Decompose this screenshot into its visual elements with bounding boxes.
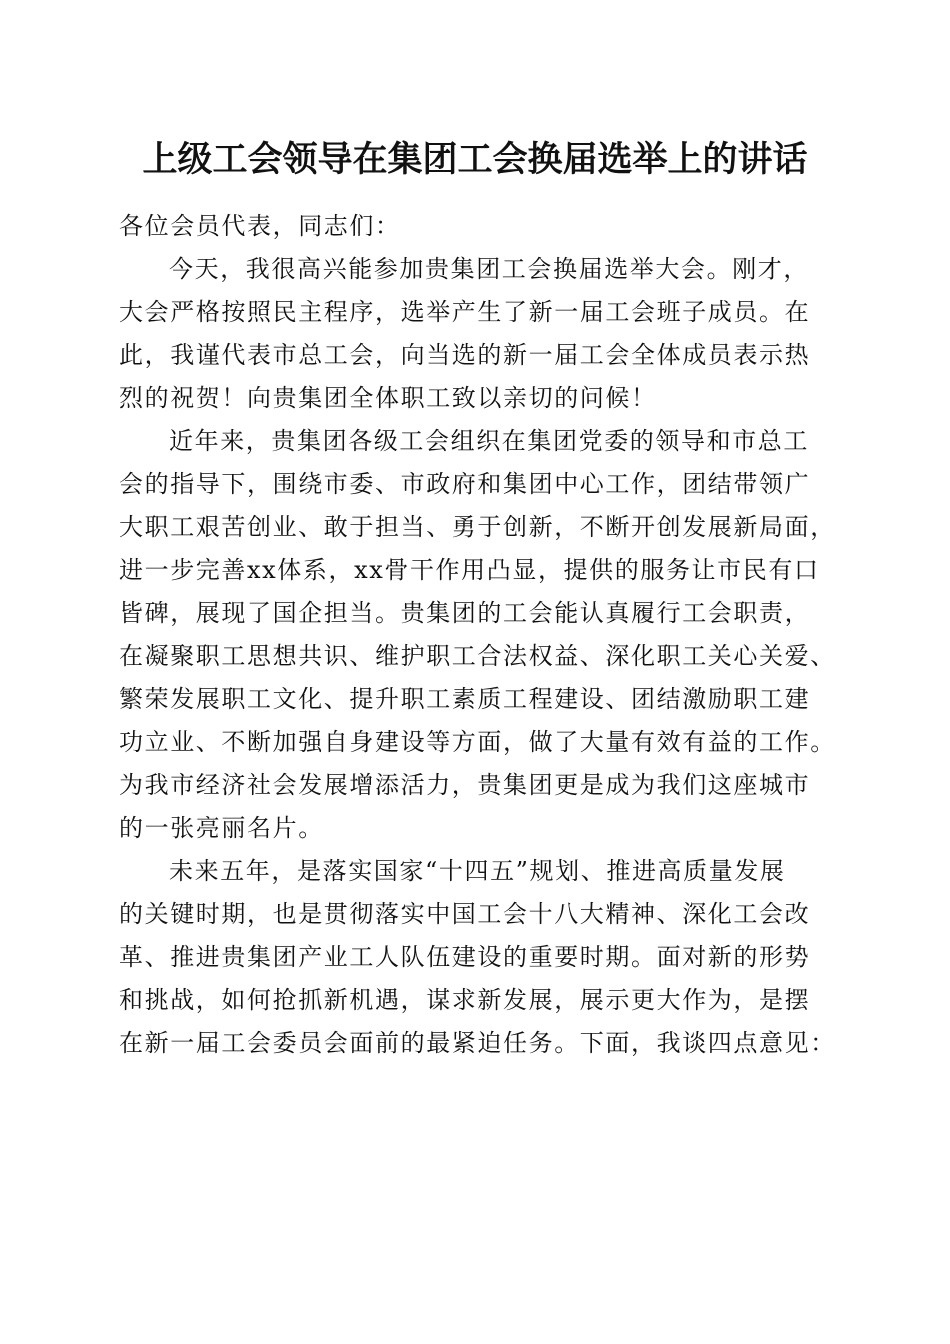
paragraph-3 <box>119 850 841 1065</box>
paragraph-line: 为我市经济社会发展增添活力，贵集团更是成为我们这座城市 <box>119 771 811 799</box>
paragraph-1 <box>119 248 841 420</box>
paragraph-2 <box>119 420 841 850</box>
paragraph-line: 近年来，贵集团各级工会组织在集团党委的领导和市总工 <box>169 427 809 455</box>
document-body <box>119 205 841 1065</box>
paragraph-line: 功立业、不断加强自身建设等方面，做了大量有效有益的工作。 <box>119 728 836 756</box>
paragraph-line: 大会严格按照民主程序，选举产生了新一届工会班子成员。在 <box>119 298 811 326</box>
paragraph-line: 烈的祝贺！向贵集团全体职工致以亲切的问候！ <box>119 384 657 412</box>
salutation: 各位会员代表，同志们： <box>119 212 401 240</box>
page-title: 上级工会领导在集团工会换届选举上的讲话 <box>142 139 808 180</box>
paragraph-line: 繁荣发展职工文化、提升职工素质工程建设、团结激励职工建 <box>119 685 811 713</box>
paragraph-line: 在新一届工会委员会面前的最紧迫任务。下面，我谈四点意见： <box>119 1029 836 1057</box>
paragraph-line: 今天，我很高兴能参加贵集团工会换届选举大会。刚才， <box>169 255 809 283</box>
paragraph-line: 大职工艰苦创业、敢于担当、勇于创新，不断开创发展新局面， <box>119 513 836 541</box>
paragraph-line: 革、推进贵集团产业工人队伍建设的重要时期。面对新的形势 <box>119 943 811 971</box>
paragraph-line: 的一张亮丽名片。 <box>119 814 324 842</box>
paragraph-line: 和挑战，如何抢抓新机遇，谋求新发展，展示更大作为，是摆 <box>119 986 811 1014</box>
paragraph-line: 进一步完善xx体系，xx骨干作用凸显，提供的服务让市民有口 <box>119 556 820 584</box>
paragraph-line: 此，我谨代表市总工会，向当选的新一届工会全体成员表示热 <box>119 341 811 369</box>
paragraph-line: 未来五年，是落实国家“十四五”规划、推进高质量发展 <box>169 857 786 885</box>
paragraph-line: 在凝聚职工思想共识、维护职工合法权益、深化职工关心关爱、 <box>119 642 836 670</box>
paragraph-line: 会的指导下，围绕市委、市政府和集团中心工作，团结带领广 <box>119 470 811 498</box>
paragraph-line: 的关键时期，也是贯彻落实中国工会十八大精神、深化工会改 <box>119 900 811 928</box>
paragraph-line: 皆碑，展现了国企担当。贵集团的工会能认真履行工会职责， <box>119 599 811 627</box>
